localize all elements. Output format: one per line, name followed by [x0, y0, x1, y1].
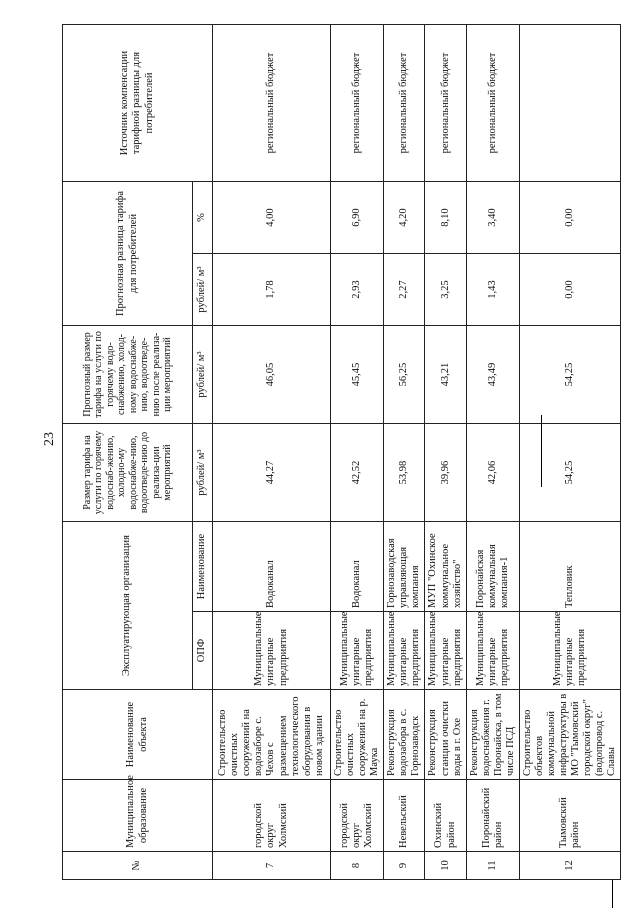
- cell-diff-rub: 2,93: [331, 254, 384, 326]
- header-unit-after: рублей/ м³: [193, 326, 213, 424]
- cell-object: Строительство объектов коммунальной инфраструктуры в МО "Тымовский городской округ" (водопровод с. Славы: [519, 690, 621, 780]
- cell-org: Тепловик: [519, 522, 621, 612]
- header-unit-pct: %: [193, 182, 213, 254]
- cell-after: 56,25: [384, 326, 425, 424]
- cell-org: Горнозаводская управляющая компания: [384, 522, 425, 612]
- cell-opf: Муниципальные унитарные предприятия: [519, 612, 621, 690]
- cell-source: [519, 25, 621, 182]
- header-opf: ОПФ: [193, 612, 213, 690]
- header-unit-before: рублей/ м³: [193, 424, 213, 522]
- cell-before: 44,27: [213, 424, 331, 522]
- cell-object: Реконструкция водоснабжения г. Поронайска, в том числе ПСД: [466, 690, 519, 780]
- cell-org: Водоканал: [213, 522, 331, 612]
- table-row: [384, 25, 425, 880]
- cell-before: 39,96: [425, 424, 466, 522]
- cell-before: 53,98: [384, 424, 425, 522]
- cell-diff-pct: 0,00: [519, 182, 621, 254]
- cell-num: 10: [425, 852, 466, 880]
- cell-opf: Муниципальные унитарные предприятия: [425, 612, 466, 690]
- cell-municipality: Поронайский район: [466, 780, 519, 852]
- cell-after: 54,25: [519, 326, 621, 424]
- cell-object: Строительство очистных сооружений на водозаборе с. Чехов с размещением технологического оборудования в новом здании: [213, 690, 331, 780]
- rotated-table-container: [62, 25, 618, 880]
- divider-mark: [612, 880, 613, 908]
- header-object-name: Наименование объекта: [63, 690, 213, 780]
- cell-municipality: Невельский: [384, 780, 425, 852]
- cell-municipality: Охинский район: [425, 780, 466, 852]
- cell-diff-rub: 0,00: [519, 254, 621, 326]
- cell-num: 8: [331, 852, 384, 880]
- table-row: [466, 25, 519, 880]
- cell-opf: Муниципальные унитарные предприятия: [331, 612, 384, 690]
- cell-diff-pct: 6,90: [331, 182, 384, 254]
- header-unit-diff: рублей/ м³: [193, 254, 213, 326]
- cell-object: Реконструкция станции очистки воды в г. Охе: [425, 690, 466, 780]
- table-row: [425, 25, 466, 880]
- cell-org: МУП "Охинское коммунальное хозяйство": [425, 522, 466, 612]
- cell-source: региональный бюджет: [425, 25, 466, 182]
- table-row: [519, 25, 621, 880]
- table-row: [331, 25, 384, 880]
- cell-before: 54,25: [519, 424, 621, 522]
- header-municipality: Муниципальное образование: [63, 780, 213, 852]
- header-source: Источник компенсации тарифной разницы для потребителей: [63, 25, 213, 182]
- cell-diff-pct: 8,10: [425, 182, 466, 254]
- cell-source: региональный бюджет: [331, 25, 384, 182]
- cell-num: 12: [519, 852, 621, 880]
- cell-opf: Муниципальные унитарные предприятия: [466, 612, 519, 690]
- cell-num: 7: [213, 852, 331, 880]
- cell-source: региональный бюджет: [466, 25, 519, 182]
- cell-org: Водоканал: [331, 522, 384, 612]
- header-num: №: [63, 852, 213, 880]
- cell-diff-rub: 1,78: [213, 254, 331, 326]
- cell-org: Поронайская коммунальная компания-1: [466, 522, 519, 612]
- cell-after: 46,05: [213, 326, 331, 424]
- cell-before: 42,06: [466, 424, 519, 522]
- cell-after: 45,45: [331, 326, 384, 424]
- cell-diff-pct: 4,20: [384, 182, 425, 254]
- header-tariff-before: Размер тарифа на услуги по горячему водоснаб-жению, холодно-му водоснабже-нию, водоотведе-нию до реализа-ции мероприятий: [63, 424, 193, 522]
- cell-after: 43,49: [466, 326, 519, 424]
- cell-diff-pct: 4,00: [213, 182, 331, 254]
- header-operator: Эксплуатирующая организация: [63, 522, 193, 690]
- cell-num: 9: [384, 852, 425, 880]
- cell-diff-rub: 1,43: [466, 254, 519, 326]
- table-row: [213, 25, 331, 880]
- header-forecast-diff: Прогнозная разница тарифа для потребителей: [63, 182, 193, 326]
- cell-source: региональный бюджет: [384, 25, 425, 182]
- tariff-table: [62, 24, 621, 880]
- cell-source: региональный бюджет: [213, 25, 331, 182]
- cell-municipality: городской округ Холмский: [331, 780, 384, 852]
- cell-object: Реконструкция водозабора в с. Горнозаводск: [384, 690, 425, 780]
- cell-diff-pct: 3,40: [466, 182, 519, 254]
- cell-after: 43,21: [425, 326, 466, 424]
- cell-opf: Муниципальные унитарные предприятия: [384, 612, 425, 690]
- cell-opf: Муниципальные унитарные предприятия: [213, 612, 331, 690]
- header-org-name: Наименование: [193, 522, 213, 612]
- cell-diff-rub: 3,25: [425, 254, 466, 326]
- cell-before: 42,52: [331, 424, 384, 522]
- cell-object: Строительство очистных сооружений на р. Маука: [331, 690, 384, 780]
- page-number: 23: [42, 432, 57, 446]
- table-body: [213, 25, 621, 880]
- cell-municipality: Тымовский район: [519, 780, 621, 852]
- cell-diff-rub: 2,27: [384, 254, 425, 326]
- header-tariff-after: Прогнозный размер тарифа на услуги по горячему водо-снабжению, холод-ному водоснабже-нию, водоотведе-нию после реализа-ции мероприятий: [63, 326, 193, 424]
- cell-municipality: городской округ Холмский: [213, 780, 331, 852]
- cell-num: 11: [466, 852, 519, 880]
